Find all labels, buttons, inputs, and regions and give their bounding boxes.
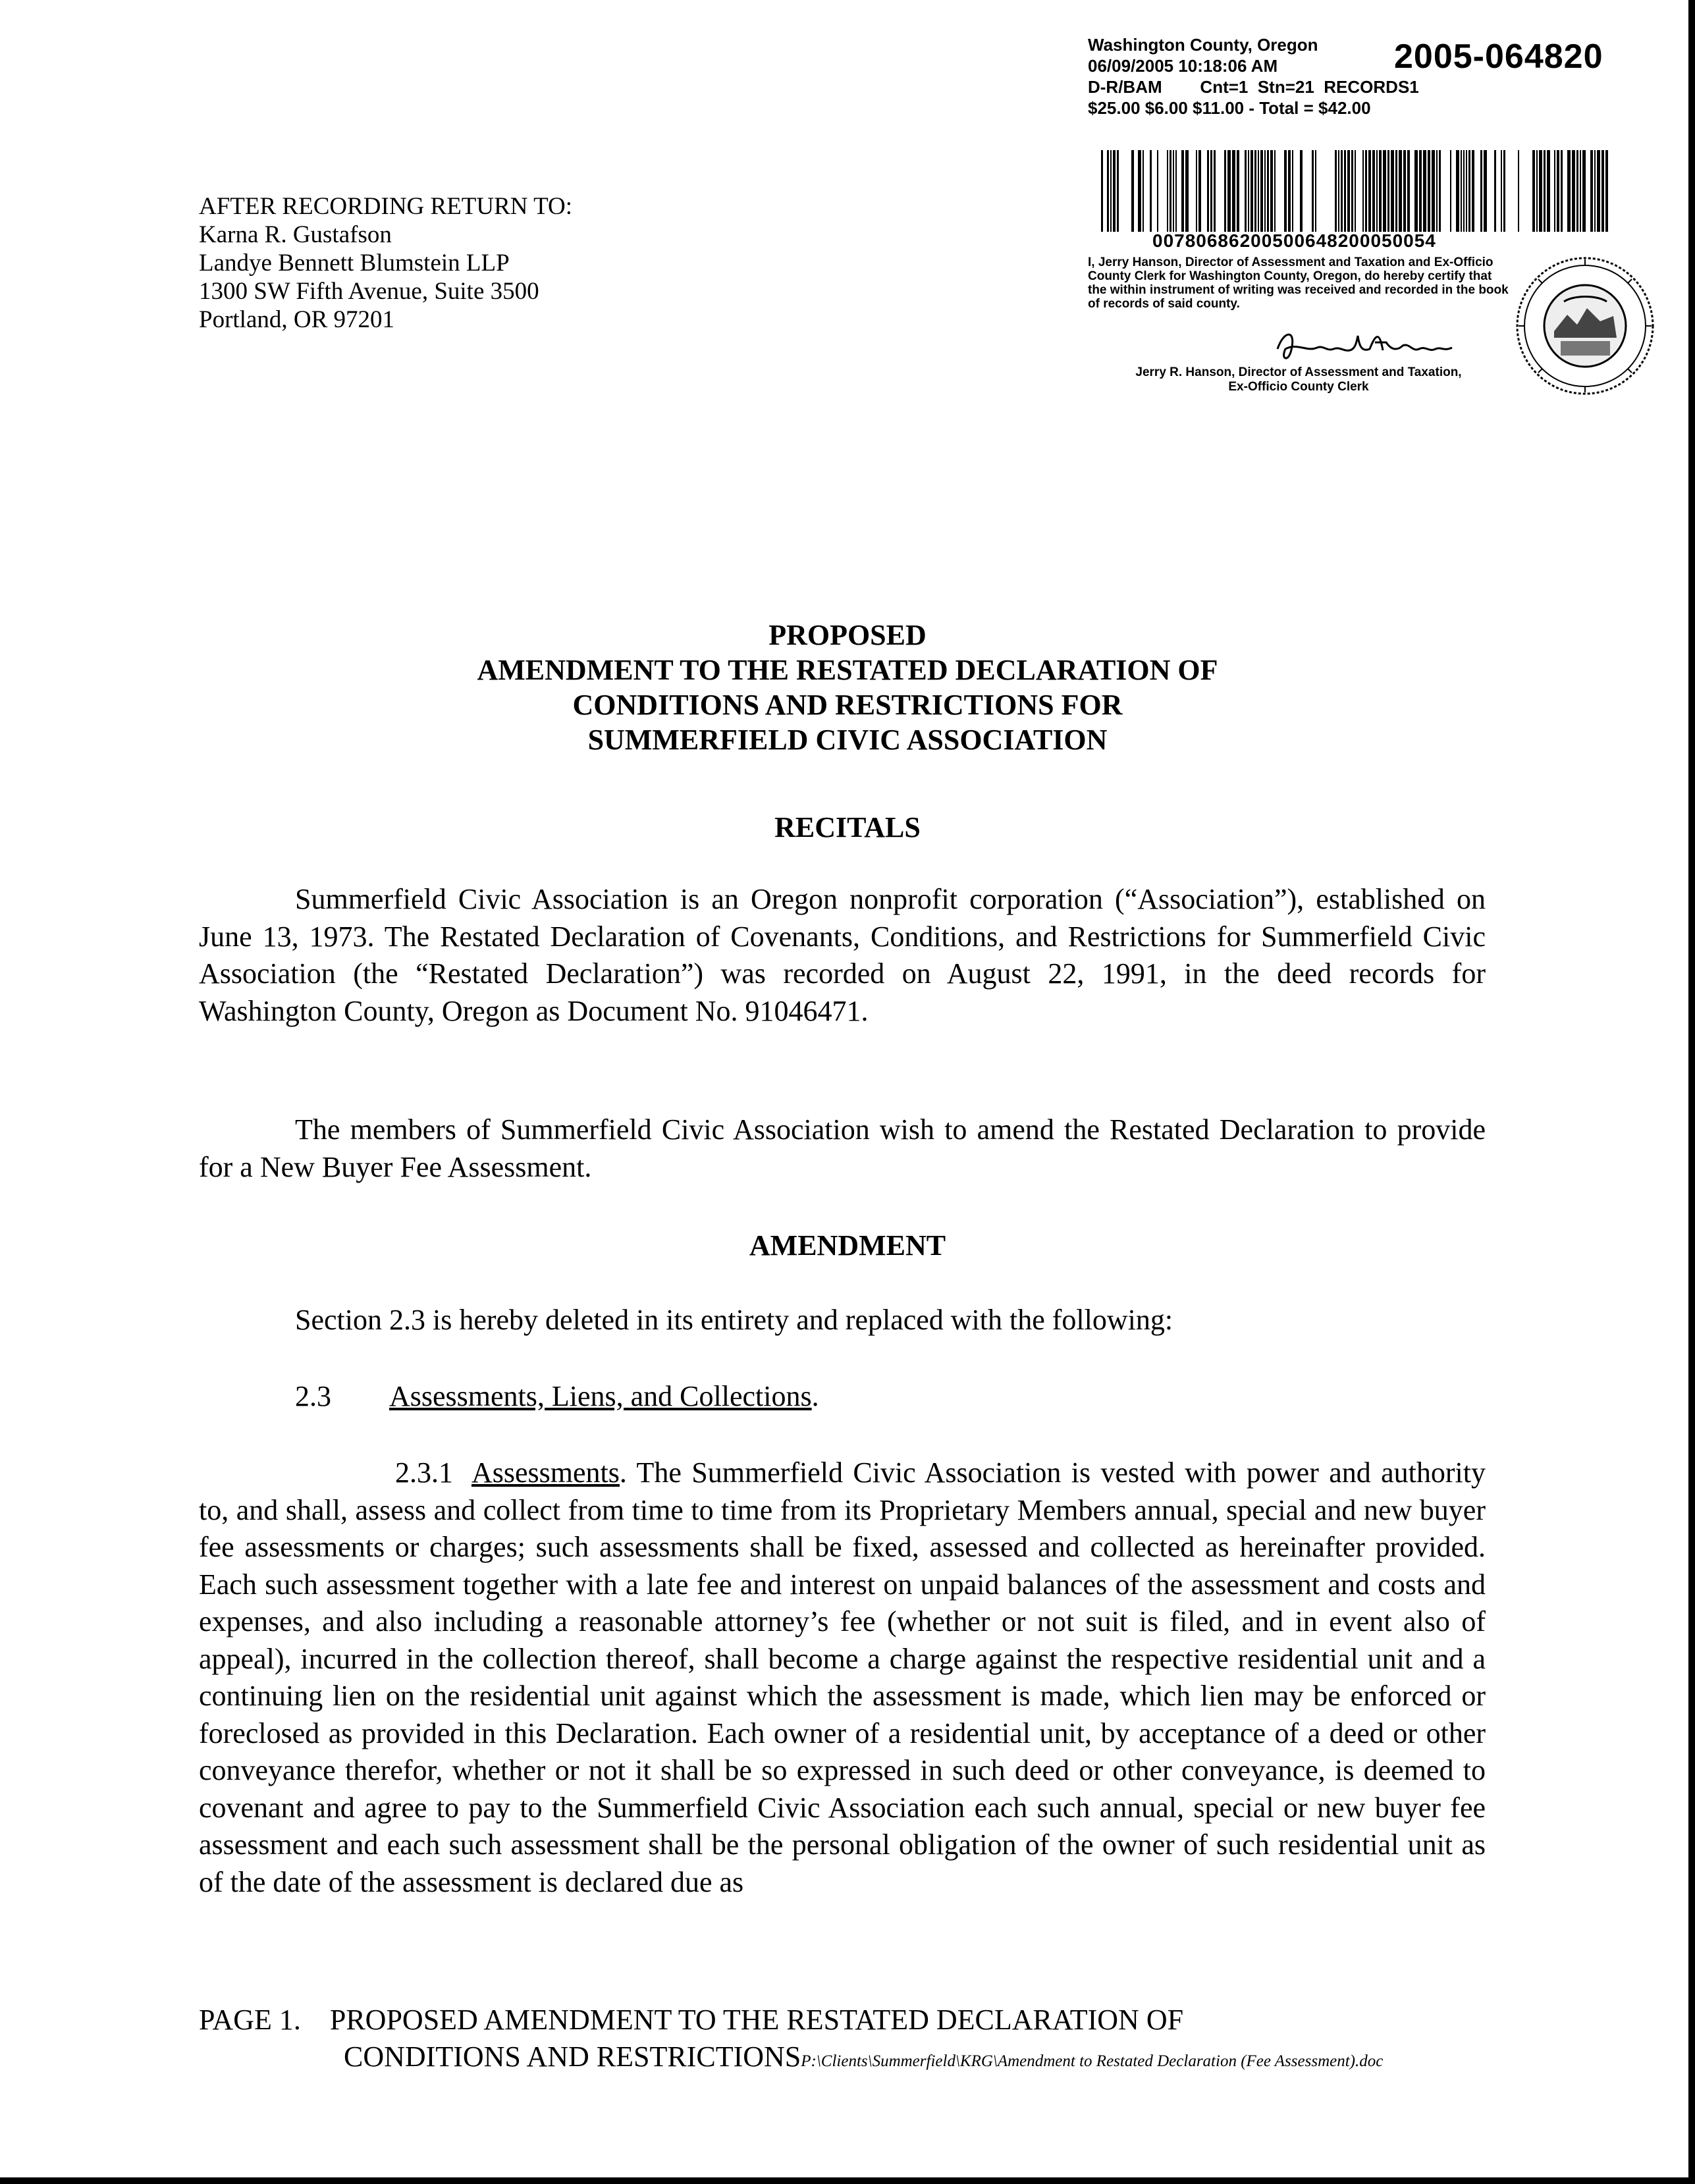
barcode-bar: [1117, 150, 1119, 232]
barcode-bar: [1312, 150, 1314, 232]
barcode-bar: [1536, 150, 1538, 232]
barcode-bar: [1376, 150, 1378, 232]
subsection-number: 2.3.1: [395, 1456, 453, 1489]
stamp-codes: D-R/BAM Cnt=1 Stn=21 RECORDS1: [1088, 77, 1419, 97]
officer-line-2: Ex-Officio County Clerk: [1228, 380, 1369, 394]
barcode-bar: [1539, 150, 1542, 232]
barcode-bar: [1288, 150, 1291, 232]
subsection-title: Assessments: [471, 1456, 620, 1489]
barcode-bar: [1198, 150, 1201, 232]
barcode-bar: [1379, 150, 1382, 232]
barcode-bar: [1557, 150, 1559, 232]
barcode-bar: [1131, 150, 1134, 232]
barcode-bar: [1185, 150, 1189, 232]
barcode-bar: [1270, 150, 1273, 232]
recitals-paragraph-2: The members of Summerfield Civic Association wish to amend the Restated Declaration to provide for a New Buyer Fee Assessment.: [199, 1113, 1486, 1183]
barcode-bar: [1351, 150, 1353, 232]
barcode-bar: [1468, 150, 1470, 232]
clerk-signature: [1271, 323, 1462, 369]
recitals-paragraph-1: Summerfield Civic Association is an Oregon nonprofit corporation (“Association”), established on June 13, 1973. The Restated Declaration of Covenants, Conditions, and Restrictions for Summerfield Civic Association (the “Restated Declaration”) was recorded on August 22, 1991, in the deed records for Washington County, Oregon as Document No. 91046471.: [199, 883, 1486, 1027]
page-border-right: [1688, 0, 1695, 2184]
barcode-bar: [1254, 150, 1256, 232]
barcode-bar: [1315, 150, 1316, 232]
barcode-bar: [1383, 150, 1386, 232]
barcode-bar: [1224, 150, 1226, 232]
barcode-bar: [1143, 150, 1144, 232]
barcode-bar: [1210, 150, 1212, 232]
amendment-intro: Section 2.3 is hereby deleted in its entirety and replaced with the following:: [295, 1304, 1173, 1336]
title-line-3: CONDITIONS AND RESTRICTIONS FOR: [572, 689, 1123, 721]
barcode-bar: [1368, 150, 1371, 232]
barcode-bar: [1518, 150, 1519, 232]
barcode-bar: [1110, 150, 1112, 232]
county-seal-icon: [1515, 255, 1655, 396]
officer-block: [1088, 365, 1509, 394]
barcode-bar: [1157, 150, 1158, 232]
barcode-bar: [1196, 150, 1197, 232]
section-2-3-heading: [295, 1378, 819, 1415]
barcode-bar: [1365, 150, 1367, 232]
barcode-bar: [1251, 150, 1253, 232]
barcode-bar: [1436, 150, 1438, 232]
barcode-bar: [1335, 150, 1337, 232]
barcode-bar: [1463, 150, 1465, 232]
barcode-bar: [1344, 150, 1346, 232]
document-title: [199, 618, 1496, 757]
barcode-bar: [1554, 150, 1555, 232]
barcode-bar: [1387, 150, 1389, 232]
barcode-bar: [1403, 150, 1406, 232]
barcode-bar: [1173, 150, 1174, 232]
barcode-bar: [1501, 150, 1502, 232]
barcode-bar: [1582, 150, 1586, 232]
section-number: 2.3: [295, 1380, 331, 1412]
barcode-bar: [1580, 150, 1581, 232]
barcode-bar: [1428, 150, 1430, 232]
section-title: Assessments, Liens, and Collections: [389, 1380, 812, 1412]
barcode-bar: [1300, 150, 1303, 232]
barcode-bar: [1181, 150, 1184, 232]
barcode-image: [1101, 150, 1612, 232]
barcode-bar: [1456, 150, 1459, 232]
barcode-bar: [1372, 150, 1375, 232]
return-heading: AFTER RECORDING RETURN TO:: [199, 193, 573, 220]
certification-text: I, Jerry Hanson, Director of Assessment and Taxation and Ex-Officio County Clerk for Washington County, Oregon, do hereby certify that the within instrument of writing was received and recorded in the book of records of said county.: [1088, 255, 1509, 311]
barcode-bar: [1214, 150, 1216, 232]
barcode-bar: [1101, 150, 1103, 232]
barcode-number: 00780686200500648200050054: [1152, 230, 1436, 251]
footer-line-1: PROPOSED AMENDMENT TO THE RESTATED DECLARATION OF: [329, 2004, 1184, 2036]
barcode-bar: [1439, 150, 1441, 232]
return-address-line-2: Portland, OR 97201: [199, 306, 395, 333]
section-title-period: .: [811, 1380, 819, 1412]
barcode-bar: [1391, 150, 1394, 232]
barcode-bar: [1561, 150, 1563, 232]
barcode-bar: [1480, 150, 1482, 232]
barcode-bar: [1347, 150, 1350, 232]
barcode-bar: [1227, 150, 1231, 232]
barcode-bar: [1338, 150, 1339, 232]
barcode-bar: [1450, 150, 1451, 232]
title-line-1: PROPOSED: [768, 619, 927, 651]
barcode-bar: [1419, 150, 1422, 232]
barcode-bar: [1597, 150, 1600, 232]
barcode-bar: [1601, 150, 1604, 232]
barcode-bar: [1503, 150, 1505, 232]
barcode-bar: [1355, 150, 1356, 232]
barcode-bar: [1274, 150, 1276, 232]
barcode-bar: [1207, 150, 1209, 232]
barcode-bar: [1423, 150, 1426, 232]
stamp-county: Washington County, Oregon: [1088, 35, 1318, 55]
page-footer: [199, 2002, 1383, 2080]
section-2-3-1-paragraph: [199, 1454, 1486, 1901]
barcode-bar: [1461, 150, 1462, 232]
barcode-bar: [1395, 150, 1397, 232]
officer-line-1: Jerry R. Hanson, Director of Assessment and Taxation,: [1135, 365, 1462, 379]
barcode-bar: [1267, 150, 1269, 232]
barcode-bar: [1472, 150, 1474, 232]
recitals-heading: RECITALS: [774, 811, 921, 843]
barcode-bar: [1237, 150, 1239, 232]
stamp-datetime: 06/09/2005 10:18:06 AM: [1088, 56, 1278, 76]
barcode-bar: [1150, 150, 1152, 232]
barcode-bar: [1605, 150, 1608, 232]
barcode-bar: [1292, 150, 1293, 232]
return-address-line-1: 1300 SW Fifth Avenue, Suite 3500: [199, 278, 539, 305]
title-line-2: AMENDMENT TO THE RESTATED DECLARATION OF: [477, 654, 1218, 686]
barcode-bar: [1362, 150, 1364, 232]
barcode-bar: [1590, 150, 1593, 232]
title-line-4: SUMMERFIELD CIVIC ASSOCIATION: [587, 724, 1108, 756]
barcode-bar: [1544, 150, 1546, 232]
barcode-bar: [1547, 150, 1550, 232]
barcode-bar: [1260, 150, 1263, 232]
barcode-bar: [1170, 150, 1171, 232]
return-name: Karna R. Gustafson: [199, 221, 392, 248]
barcode-bar: [1258, 150, 1259, 232]
barcode-bar: [1466, 150, 1467, 232]
footer-page-label: PAGE 1.: [199, 2004, 301, 2036]
barcode-bar: [1175, 150, 1177, 232]
barcode-bar: [1532, 150, 1535, 232]
barcode-bar: [1414, 150, 1418, 232]
barcode-bar: [1407, 150, 1410, 232]
barcode-bar: [1113, 150, 1116, 232]
barcode-bar: [1248, 150, 1249, 232]
barcode-bar: [1576, 150, 1578, 232]
barcode-bar: [1432, 150, 1435, 232]
barcode-bar: [1594, 150, 1596, 232]
barcode-bar: [1264, 150, 1266, 232]
subsection-text: . The Summerfield Civic Association is vested with power and authority to, and shall, assess and collect from time to time from its Proprietary Members annual, special and new buyer fee assessments or charges; such assessments shall be fixed, assessed and collected as hereinafter provided. Each such assessment together with a late fee and interest on unpaid balances of the assessment and costs and expenses, and also including a reasonable attorney’s fee (whether or not suit is filed, and in event also of appeal), incurred in the collection thereof, shall become a charge against the respective residential unit and a continuing lien on the residential unit against which the assessment is made, which lien may be enforced or foreclosed as provided in this Declaration. Each owner of a residential unit, by acceptance of a deed or other conveyance therefor, whether or not it shall be so expressed in such deed or other conveyance, is deemed to covenant and agree to pay to the Summerfield Civic Association each such annual, special or new buyer fee assessment and each such assessment shall be the personal obligation of the owner of such residential unit as of the date of the assessment is declared due as: [199, 1456, 1486, 1898]
barcode-bar: [1167, 150, 1168, 232]
amendment-heading: AMENDMENT: [749, 1229, 946, 1262]
barcode-bar: [1138, 150, 1141, 232]
footer-file-path: P:\Clients\Summerfield\KRG\Amendment to Restated Declaration (Fee Assessment).doc: [801, 2052, 1384, 2070]
barcode-bar: [1232, 150, 1235, 232]
return-address: [199, 192, 572, 334]
footer-line-2: CONDITIONS AND RESTRICTIONS: [344, 2040, 801, 2073]
page-border-bottom: [0, 2177, 1695, 2184]
barcode-bar: [1567, 150, 1571, 232]
document-number: 2005-064820: [1394, 38, 1603, 76]
barcode-bar: [1572, 150, 1575, 232]
barcode-bar: [1245, 150, 1247, 232]
stamp-fees: $25.00 $6.00 $11.00 - Total = $42.00: [1088, 98, 1371, 118]
barcode-bar: [1284, 150, 1287, 232]
barcode-bar: [1107, 150, 1109, 232]
barcode-bar: [1484, 150, 1487, 232]
barcode-bar: [1341, 150, 1343, 232]
return-firm: Landye Bennett Blumstein LLP: [199, 250, 510, 277]
barcode-bar: [1399, 150, 1402, 232]
barcode-bar: [1494, 150, 1496, 232]
